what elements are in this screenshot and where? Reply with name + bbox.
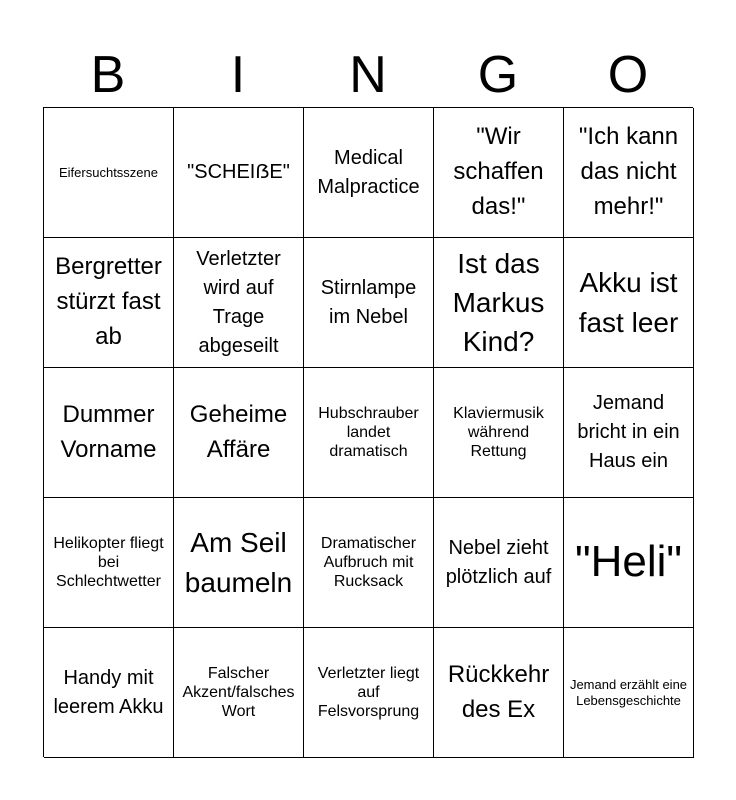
bingo-cell[interactable]: "Heli" [564, 498, 694, 628]
bingo-cell[interactable]: Helikopter fliegt bei Schlechtwetter [44, 498, 174, 628]
bingo-cell[interactable]: Jemand bricht in ein Haus ein [564, 368, 694, 498]
bingo-cell[interactable]: Ist das Markus Kind? [434, 238, 564, 368]
bingo-cell[interactable]: Rückkehr des Ex [434, 628, 564, 758]
bingo-cell[interactable]: Dummer Vorname [44, 368, 174, 498]
bingo-cell[interactable]: "Ich kann das nicht mehr!" [564, 108, 694, 238]
bingo-cell[interactable]: Stirnlampe im Nebel [304, 238, 434, 368]
bingo-cell[interactable]: Geheime Affäre [174, 368, 304, 498]
bingo-cell[interactable]: Verletzter wird auf Trage abgeseilt [174, 238, 304, 368]
bingo-cell[interactable]: Bergretter stürzt fast ab [44, 238, 174, 368]
bingo-grid [43, 107, 693, 757]
bingo-cell[interactable]: Am Seil baumeln [174, 498, 304, 628]
bingo-cell[interactable]: Medical Malpractice [304, 108, 434, 238]
bingo-cell[interactable]: "Wir schaffen das!" [434, 108, 564, 238]
bingo-header [43, 44, 693, 106]
header-letter-n: N [349, 46, 387, 104]
bingo-cell[interactable]: Eifersuchtsszene [44, 108, 174, 238]
header-letter-b: B [90, 46, 126, 104]
bingo-cell[interactable]: Nebel zieht plötzlich auf [434, 498, 564, 628]
bingo-cell[interactable]: Handy mit leerem Akku [44, 628, 174, 758]
bingo-cell[interactable]: Jemand erzählt eine Lebensgeschichte [564, 628, 694, 758]
bingo-cell[interactable]: Dramatischer Aufbruch mit Rucksack [304, 498, 434, 628]
bingo-cell[interactable]: Falscher Akzent/falsches Wort [174, 628, 304, 758]
header-letter-o: O [607, 46, 649, 104]
header-letter-i: I [230, 46, 246, 104]
header-letter-g: G [477, 46, 519, 104]
bingo-cell[interactable]: Verletzter liegt auf Felsvorsprung [304, 628, 434, 758]
bingo-cell[interactable]: Hubschrauber landet dramatisch [304, 368, 434, 498]
bingo-cell[interactable]: Klaviermusik während Rettung [434, 368, 564, 498]
bingo-cell[interactable]: "SCHEIẞE" [174, 108, 304, 238]
bingo-cell[interactable]: Akku ist fast leer [564, 238, 694, 368]
